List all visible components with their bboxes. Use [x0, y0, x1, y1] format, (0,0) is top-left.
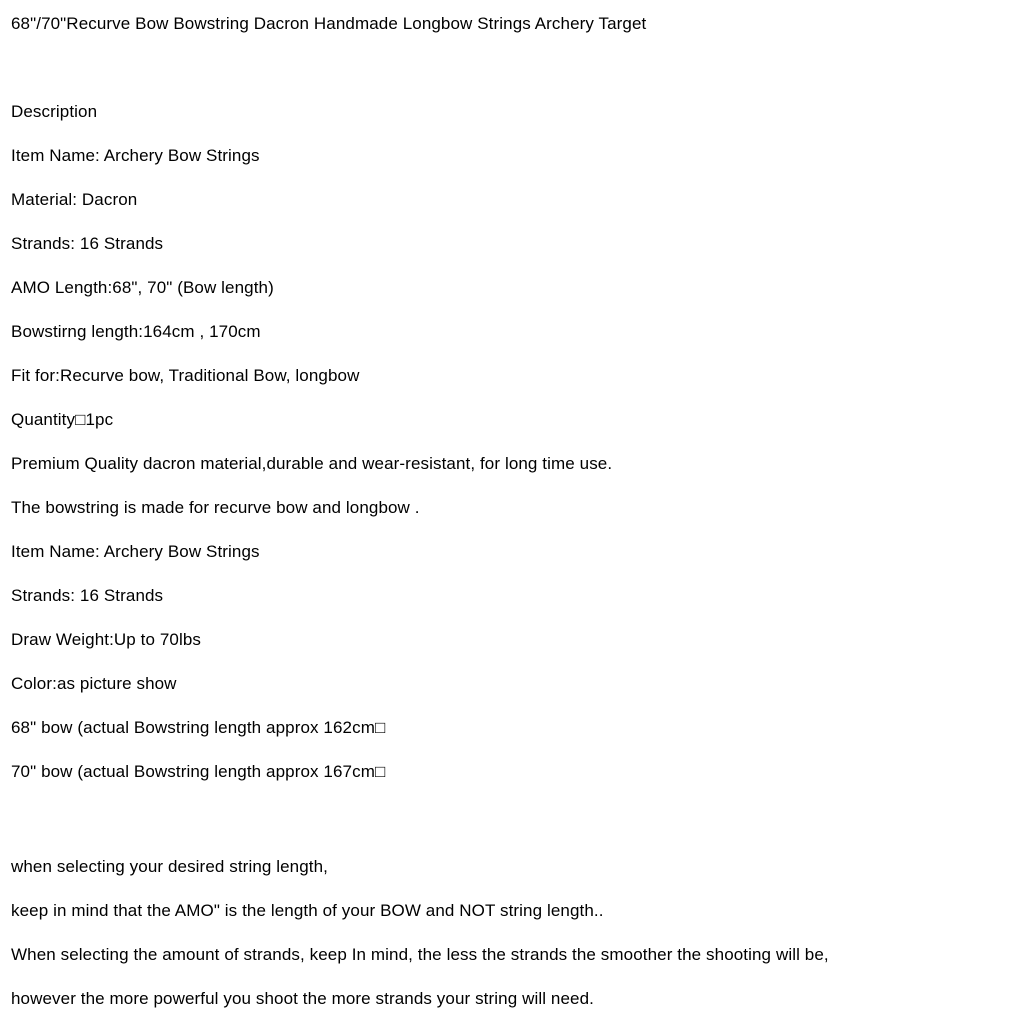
- product-title: 68"/70"Recurve Bow Bowstring Dacron Handmade Longbow Strings Archery Target: [11, 14, 647, 33]
- text-line: Bowstirng length:164cm , 170cm: [11, 322, 261, 341]
- text-line: Fit for:Recurve bow, Traditional Bow, longbow: [11, 366, 360, 385]
- text-line: Material: Dacron: [11, 190, 138, 209]
- note-line: When selecting the amount of strands, keep In mind, the less the strands the smoother the shooting will be,: [11, 945, 829, 964]
- text-line: Color:as picture show: [11, 674, 177, 693]
- text-line: Item Name: Archery Bow Strings: [11, 146, 260, 165]
- text-line: AMO Length:68", 70" (Bow length): [11, 278, 274, 297]
- text-line: Quantity□1pc: [11, 410, 114, 429]
- text-line: 70" bow (actual Bowstring length approx 167cm□: [11, 762, 386, 781]
- text-line: The bowstring is made for recurve bow and longbow .: [11, 498, 420, 517]
- note-line: when selecting your desired string length,: [11, 857, 328, 876]
- text-line: Strands: 16 Strands: [11, 234, 164, 253]
- text-line: Draw Weight:Up to 70lbs: [11, 630, 202, 649]
- text-line: 68" bow (actual Bowstring length approx 162cm□: [11, 718, 386, 737]
- text-line: Strands: 16 Strands: [11, 586, 164, 605]
- note-line: however the more powerful you shoot the more strands your string will need.: [11, 989, 594, 1008]
- section-heading: Description: [11, 102, 98, 121]
- note-line: keep in mind that the AMO" is the length of your BOW and NOT string length..: [11, 901, 604, 920]
- text-line: Premium Quality dacron material,durable and wear-resistant, for long time use.: [11, 454, 613, 473]
- text-line: Item Name: Archery Bow Strings: [11, 542, 260, 561]
